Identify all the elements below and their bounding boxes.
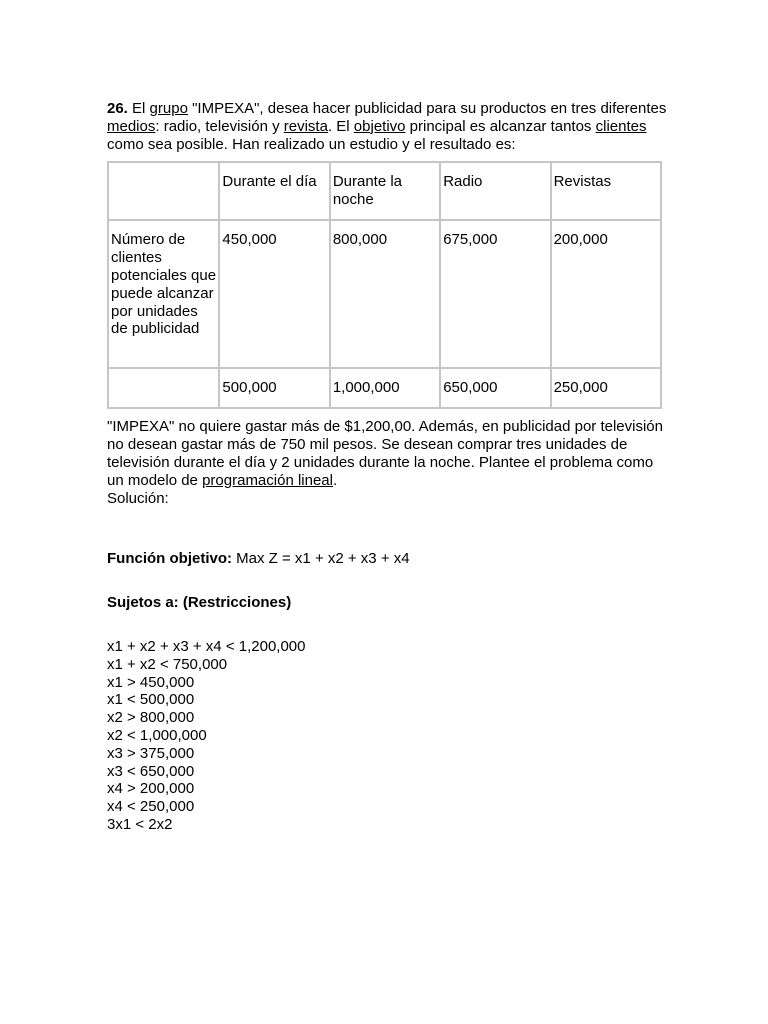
table-cell: 675,000: [440, 220, 550, 368]
link-grupo[interactable]: grupo: [149, 100, 188, 117]
constraints-heading: [107, 594, 667, 612]
constraint-item: x4 < 250,000: [107, 798, 195, 816]
constraint-item: x1 < 500,000: [107, 691, 195, 709]
constraint-item: x1 + x2 + x3 + x4 < 1,200,000: [107, 637, 306, 655]
link-objetivo[interactable]: objetivo: [353, 117, 406, 135]
constraint-item: x1 > 450,000: [107, 673, 195, 691]
data-table: [107, 161, 662, 409]
table-cell: 1,000,000: [330, 368, 440, 408]
table-cell: 500,000: [219, 368, 329, 408]
constraint-item: 3x1 < 2x2: [107, 815, 173, 833]
link-revista[interactable]: revista: [283, 117, 328, 135]
solution-label: Solución:: [107, 489, 169, 507]
table-header-cell: Durante el día: [219, 162, 329, 220]
objective-expression: Max Z = x1 + x2 + x3 + x4: [232, 550, 410, 568]
table-cell: 800,000: [330, 220, 440, 368]
table-header-row: [108, 162, 661, 220]
text-fragment: principal es alcanzar tantos: [405, 117, 596, 135]
table-row: [108, 368, 661, 408]
table-cell: 650,000: [440, 368, 550, 408]
table-cell: 200,000: [551, 220, 661, 368]
constraint-item: x3 < 650,000: [107, 762, 195, 780]
problem-statement: [107, 100, 667, 153]
constraints-list: [107, 638, 667, 834]
constraint-item: x2 < 1,000,000: [107, 726, 207, 744]
text-fragment: . El: [327, 117, 354, 135]
text-fragment: : radio, televisión y: [155, 117, 284, 135]
table-header-cell: Durante la noche: [330, 162, 440, 220]
table-header-cell: Radio: [440, 162, 550, 220]
objective-function: [107, 550, 667, 568]
text-fragment: "IMPEXA" no quiere gastar más de $1,200,00. Además, en publicidad por televisión no desean gastar más de 750 mil pesos. Se desean comprar tres unidades de televisión durante el día y 2 unidades durante la noche. Plantee el problema como un modelo de: [107, 418, 663, 489]
table-header-cell: [108, 162, 219, 220]
constraint-item: x2 > 800,000: [107, 709, 195, 727]
table-header-cell: Revistas: [551, 162, 661, 220]
link-programacion-lineal[interactable]: programación lineal: [202, 471, 333, 489]
table-cell: [108, 368, 219, 408]
document-page: [107, 100, 667, 834]
constraint-item: x4 > 200,000: [107, 780, 195, 798]
link-clientes[interactable]: clientes: [595, 117, 647, 135]
table-cell: 450,000: [219, 220, 329, 368]
problem-conditions: [107, 418, 667, 489]
table-row: [108, 220, 661, 368]
text-fragment: "IMPEXA", desea hacer publicidad para su productos en tres diferentes: [187, 100, 667, 117]
objective-label: Función objetivo:: [107, 550, 232, 568]
link-medios[interactable]: medios: [107, 117, 156, 135]
constraints-label: Sujetos a: (Restricciones): [107, 594, 292, 612]
text-fragment: como sea posible. Han realizado un estudio y el resultado es:: [107, 135, 516, 153]
text-fragment: El: [127, 100, 150, 117]
table-cell: Número de clientes potenciales que puede alcanzar por unidades de publicidad: [108, 220, 219, 368]
constraint-item: x1 + x2 < 750,000: [107, 655, 228, 673]
table-cell: 250,000: [551, 368, 661, 408]
problem-number: 26.: [107, 100, 128, 117]
constraint-item: x3 > 375,000: [107, 744, 195, 762]
text-fragment: .: [332, 471, 338, 489]
